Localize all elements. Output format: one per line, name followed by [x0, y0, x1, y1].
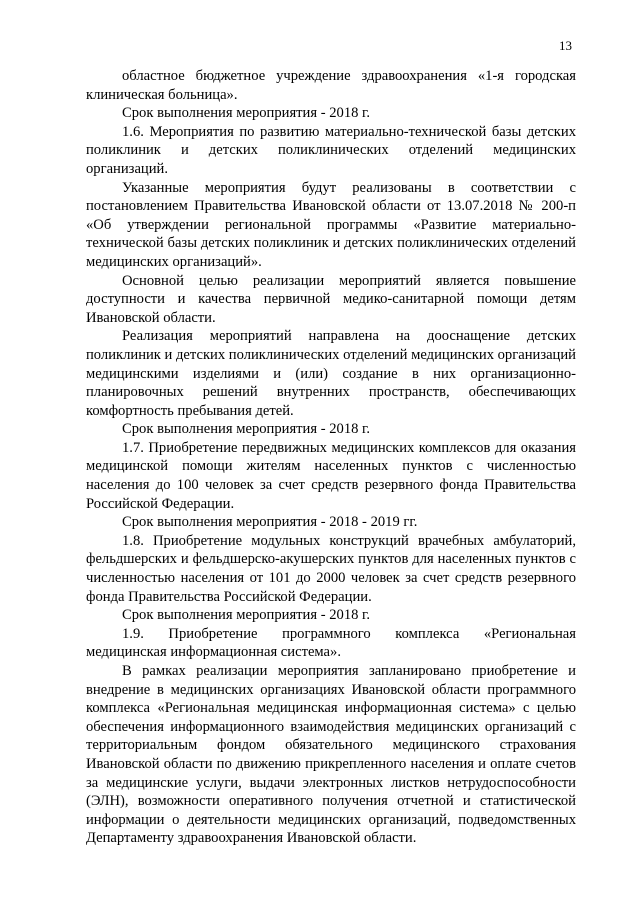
paragraph-regulation: Указанные мероприятия будут реализованы в соответствии с постановлением Правительства Ивановской области от 13.07.2018 № 200-п «Об утверждении региональной программы «Развитие материально-технической базы детских поликлиник и детских поликлинических отделений медицинских организаций». — [86, 179, 576, 270]
paragraph-deadline: Срок выполнения мероприятия - 2018 г. — [122, 105, 371, 122]
paragraph-item-1-9: 1.9. Приобретение программного комплекса «Региональная медицинская информационная система». — [86, 625, 576, 661]
paragraph-implementation: Реализация мероприятий направлена на дооснащение детских поликлиник и детских поликлинических отделений медицинских организаций медицинскими изделиями и (или) создание в них организационно-планировочных решений внутренних пространств, обеспечивающих комфортность пребывания детей. — [86, 328, 576, 419]
paragraph-item-1-6: 1.6. Мероприятия по развитию материально-технической базы детских поликлиник и детских поликлинических отделений медицинских организаций. — [86, 123, 576, 177]
paragraph-item-1-8: 1.8. Приобретение модульных конструкций врачебных амбулаторий, фельдшерских и фельдшерско-акушерских пунктов для населенных пунктов с численностью населения от 101 до 2000 человек за счет средств резервного фонда Правительства Российской Федерации. — [86, 532, 576, 605]
paragraph-goal: Основной целью реализации мероприятий является повышение доступности и качества первичной медико-санитарной помощи детям Ивановской области. — [86, 272, 576, 326]
paragraph-deadline: Срок выполнения мероприятия - 2018 г. — [122, 607, 371, 624]
paragraph-deadline: Срок выполнения мероприятия - 2018 - 2019 гг. — [122, 514, 418, 531]
page-number: 13 — [559, 38, 572, 53]
paragraph-deadline: Срок выполнения мероприятия - 2018 г. — [122, 421, 371, 438]
paragraph-item-1-7: 1.7. Приобретение передвижных медицинских комплексов для оказания медицинской помощи жителям населенных пунктов с численностью населения до 100 человек за счет средств резервного фонда Правительства Российской Федерации. — [86, 439, 576, 512]
paragraph-hospital-name: областное бюджетное учреждение здравоохранения «1-я городская клиническая больница». — [86, 68, 576, 103]
document-body — [86, 67, 576, 848]
paragraph-information-system: В рамках реализации мероприятия запланировано приобретение и внедрение в медицинских организациях Ивановской области программного комплекса «Региональная медицинская информационная система» с целью обеспечения информационного взаимодействия медицинских организаций с территориальным фондом обязательного медицинского страхования Ивановской области по движению прикрепленного населения и оплате счетов за медицинские услуги, выдачи электронных листков нетрудоспособности (ЭЛН), возможности оперативного получения отчетной и статистической информации о деятельности медицинских организаций, подведомственных Департаменту здравоохранения Ивановской области. — [86, 663, 576, 847]
